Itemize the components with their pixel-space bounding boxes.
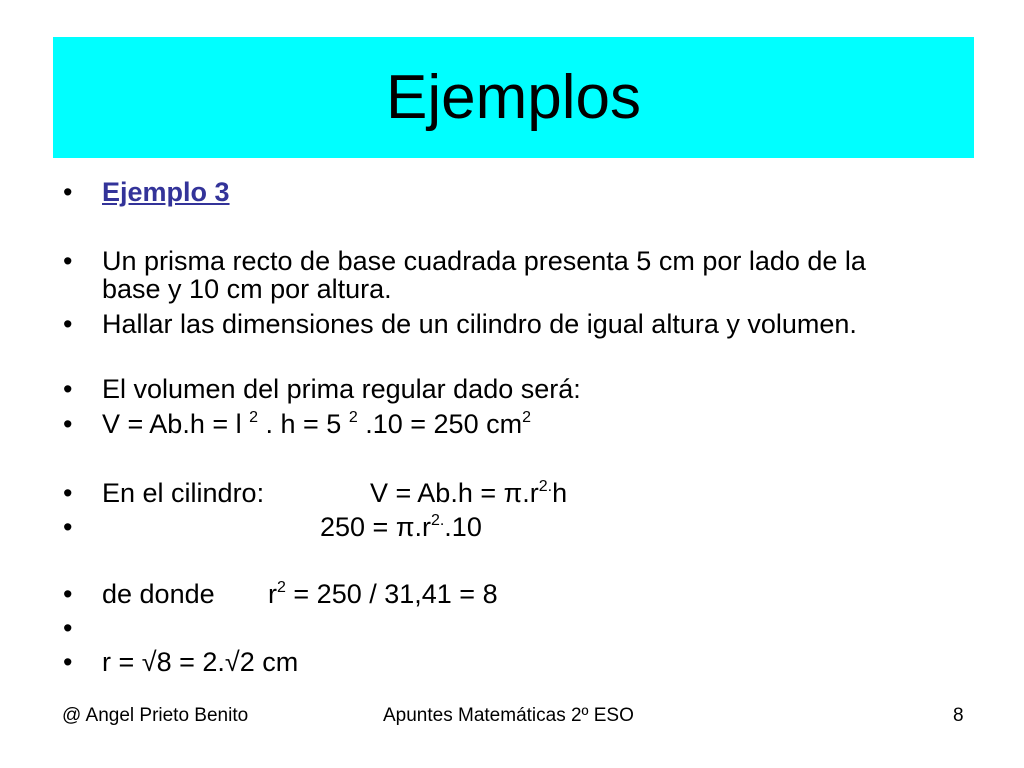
radius-squared-equation: $r^2 = 250 / 31,41 = 8$: [268, 579, 498, 609]
bullet-marker: •: [63, 309, 73, 339]
bullet-marker: •: [63, 613, 73, 643]
bullet-marker: •: [63, 409, 73, 439]
bullet-marker: •: [63, 478, 73, 508]
bullet-marker: •: [63, 579, 73, 609]
bullet-marker: •: [63, 374, 73, 404]
problem-line-2: base y 10 cm por altura.: [102, 274, 392, 304]
footer-author: @ Angel Prieto Benito: [62, 705, 249, 726]
prism-intro: El volumen del prima regular dado será:: [102, 374, 581, 404]
prism-formula: V = Ab.h = l $^2$ . h = 5 $^2$ .10 = 250 $cm^2$: [102, 409, 531, 439]
cylinder-formula: $V = Ab.h = \pi.r^{2.}h$: [370, 478, 568, 508]
cylinder-equation: $250 = \pi.r^{2.}.10$: [320, 512, 482, 542]
cylinder-label: En el cilindro:: [102, 478, 265, 508]
bullet-marker: •: [63, 647, 73, 677]
example-heading[interactable]: Ejemplo 3: [102, 177, 230, 207]
problem-line-1: Un prisma recto de base cuadrada presenta 5 cm por lado de la: [102, 246, 866, 276]
bullet-marker: •: [63, 177, 73, 207]
bullet-marker: •: [63, 246, 73, 276]
dedonde-label: de donde: [102, 579, 215, 609]
slide-title: Ejemplos: [386, 62, 641, 132]
footer-page-number: 8: [953, 705, 964, 726]
task-text: Hallar las dimensiones de un cilindro de igual altura y volumen.: [102, 309, 857, 339]
footer-course: Apuntes Matemáticas 2º ESO: [383, 705, 634, 726]
radius-result: r = √8 = 2.√2 cm: [102, 647, 299, 677]
bullet-marker: •: [63, 512, 73, 542]
